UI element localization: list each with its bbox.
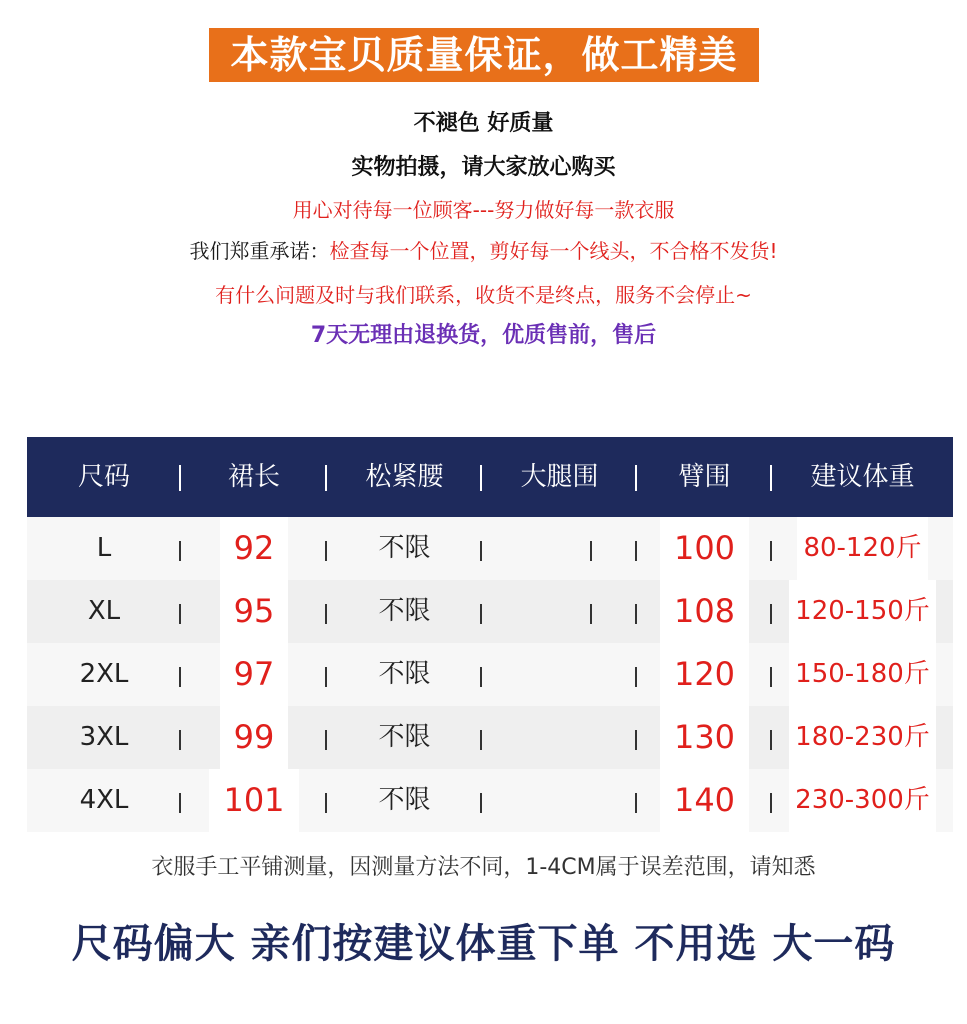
tagline-contact: 有什么问题及时与我们联系，收货不是终点，服务不会停止~: [215, 283, 752, 307]
cell-arm: [637, 769, 772, 832]
length-value: 97: [220, 643, 289, 706]
table-row: [27, 580, 953, 643]
cell-length: [181, 517, 327, 580]
tagline-promise: [0, 235, 967, 264]
table-row: [27, 517, 953, 580]
cell-size: 4XL: [27, 769, 181, 832]
divider: [590, 604, 592, 624]
cell-length: [181, 706, 327, 769]
weight-value: 80-120斤: [797, 517, 927, 580]
length-value: 95: [220, 580, 289, 643]
header-waist: 松紧腰: [327, 437, 482, 517]
cell-waist: 不限: [327, 517, 482, 580]
tagline-quality: 不褪色 好质量: [413, 111, 554, 136]
cell-length: [181, 769, 327, 832]
measurement-note: 衣服手工平铺测量，因测量方法不同，1-4CM属于误差范围，请知悉: [151, 855, 816, 880]
cell-thigh: [482, 517, 637, 580]
weight-value: 180-230斤: [789, 706, 936, 769]
cell-size: 3XL: [27, 706, 181, 769]
cell-waist: 不限: [327, 769, 482, 832]
cell-weight: [772, 769, 953, 832]
length-value: 101: [209, 769, 298, 832]
cell-arm: [637, 580, 772, 643]
header-length: 裙长: [181, 437, 327, 517]
length-value: 99: [220, 706, 289, 769]
cell-arm: [637, 706, 772, 769]
length-value: 92: [220, 517, 289, 580]
weight-value: 150-180斤: [789, 643, 936, 706]
quality-banner: 本款宝贝质量保证，做工精美: [209, 28, 759, 82]
cell-thigh: [482, 769, 637, 832]
cell-size: XL: [27, 580, 181, 643]
tagline-service: 用心对待每一位顾客---努力做好每一款衣服: [292, 198, 675, 222]
divider: [590, 541, 592, 561]
cell-thigh: [482, 643, 637, 706]
cell-weight: [772, 580, 953, 643]
arm-value: 140: [660, 769, 749, 832]
cell-thigh: [482, 706, 637, 769]
table-row: [27, 769, 953, 832]
header-size: 尺码: [27, 437, 181, 517]
size-table-header: [27, 437, 953, 517]
header-thigh: 大腿围: [482, 437, 637, 517]
cell-thigh: [482, 580, 637, 643]
tagline-real-photo: 实物拍摄，请大家放心购买: [351, 155, 616, 180]
table-row: [27, 643, 953, 706]
size-advice: 尺码偏大 亲们按建议体重下单 不用选 大一码: [71, 921, 896, 967]
arm-value: 100: [660, 517, 749, 580]
promise-text: 检查每一个位置，剪好每一个线头，不合格不发货!: [329, 239, 778, 263]
tagline-return-policy: 7天无理由退换货，优质售前，售后: [310, 323, 657, 348]
cell-size: 2XL: [27, 643, 181, 706]
arm-value: 130: [660, 706, 749, 769]
cell-weight: [772, 706, 953, 769]
header-arm: 臂围: [637, 437, 772, 517]
cell-weight: [772, 643, 953, 706]
arm-value: 120: [660, 643, 749, 706]
arm-value: 108: [660, 580, 749, 643]
cell-size: L: [27, 517, 181, 580]
weight-value: 120-150斤: [789, 580, 936, 643]
promise-prefix: 我们郑重承诺：: [189, 239, 330, 263]
cell-waist: 不限: [327, 643, 482, 706]
cell-waist: 不限: [327, 706, 482, 769]
table-row: [27, 706, 953, 769]
cell-arm: [637, 643, 772, 706]
size-table: [27, 437, 953, 832]
header-weight: 建议体重: [810, 462, 915, 492]
cell-arm: [637, 517, 772, 580]
cell-length: [181, 580, 327, 643]
weight-value: 230-300斤: [789, 769, 936, 832]
cell-weight: [772, 517, 953, 580]
cell-waist: 不限: [327, 580, 482, 643]
cell-length: [181, 643, 327, 706]
